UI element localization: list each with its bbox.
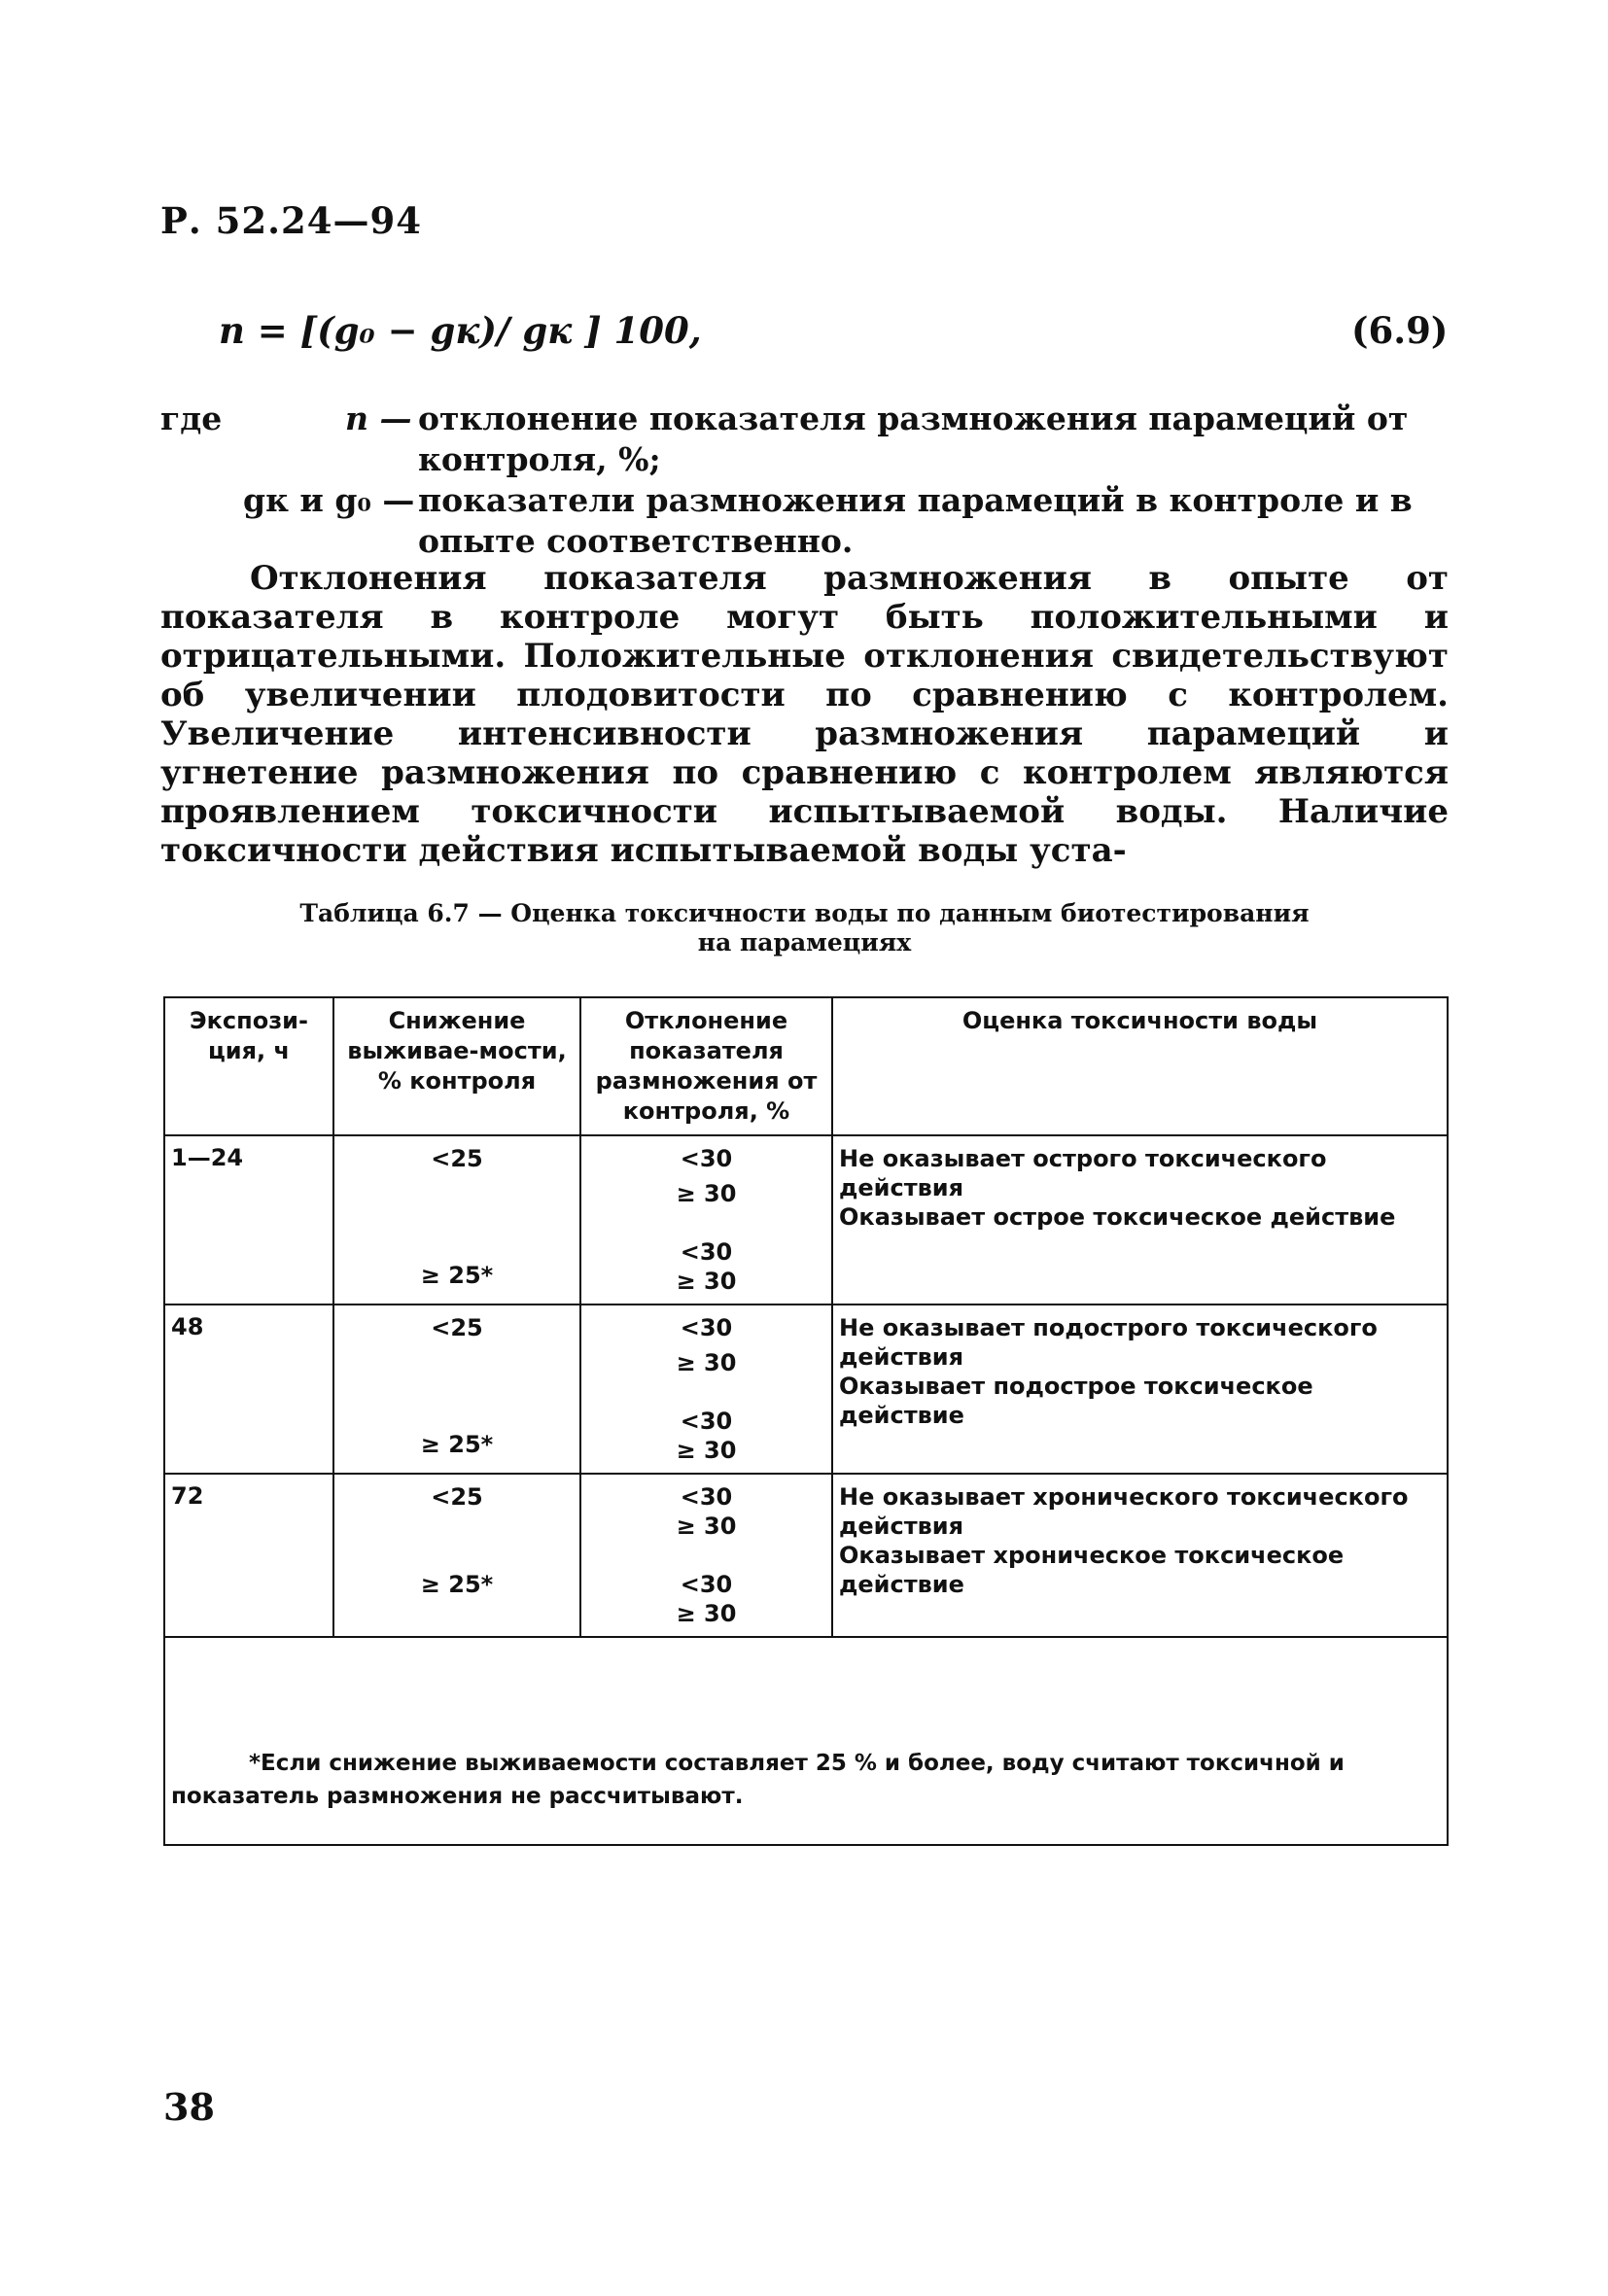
cell-deviation xyxy=(580,1135,832,1305)
table-row xyxy=(164,1135,1448,1305)
cell-assessment xyxy=(832,1474,1448,1637)
cell-deviation xyxy=(580,1305,832,1474)
deviation-value: ≥ 30 xyxy=(676,1349,737,1376)
header-exposure: Экспози-ция, ч xyxy=(164,997,333,1135)
header-survival: Снижение выживае-мости, % контроля xyxy=(333,997,580,1135)
deviation-value: ≥ 30 xyxy=(676,1600,737,1627)
deviation-value: <30 xyxy=(680,1571,733,1598)
deviation-value: <30 xyxy=(680,1145,733,1172)
survival-value: ≥ 25* xyxy=(420,1431,494,1458)
toxicity-table xyxy=(163,996,1449,1846)
page-number: 38 xyxy=(163,2085,215,2129)
header-assessment: Оценка токсичности воды xyxy=(832,997,1448,1135)
survival-value: <25 xyxy=(431,1314,483,1341)
deviation-value: ≥ 30 xyxy=(676,1268,737,1295)
footnote-row xyxy=(164,1637,1448,1845)
cell-survival xyxy=(333,1135,580,1305)
cell-assessment xyxy=(832,1305,1448,1474)
table-header-row xyxy=(164,997,1448,1135)
definition-text: показатели размножения парамеций в контроле и в опыте соответственно. xyxy=(418,481,1413,560)
table-caption-line: на парамециях xyxy=(697,928,912,957)
definition-text: отклонение показателя размножения парамеций от контроля, %; xyxy=(418,400,1409,478)
cell-exposure: 72 xyxy=(164,1474,333,1637)
assessment-text: Не оказывает острого токсического действия xyxy=(839,1145,1327,1201)
assessment-text: Оказывает острое токсическое действие xyxy=(839,1203,1396,1231)
table-caption xyxy=(160,899,1449,957)
cell-deviation xyxy=(580,1474,832,1637)
cell-exposure: 1—24 xyxy=(164,1135,333,1305)
assessment-text: Оказывает хроническое токсическое действие xyxy=(839,1542,1345,1598)
deviation-value: ≥ 30 xyxy=(676,1180,737,1207)
assessment-text: Не оказывает подострого токсического действия xyxy=(839,1314,1378,1371)
deviation-value: <30 xyxy=(680,1238,733,1266)
table-footnote xyxy=(164,1637,1448,1845)
table-row xyxy=(164,1474,1448,1637)
table-row xyxy=(164,1305,1448,1474)
survival-value: ≥ 25* xyxy=(420,1262,494,1289)
cell-exposure: 48 xyxy=(164,1305,333,1474)
cell-survival xyxy=(333,1474,580,1637)
header-deviation: Отклонение показателя размножения от контроля, % xyxy=(580,997,832,1135)
formula-number: (6.9) xyxy=(1351,309,1449,352)
definition-symbol: n — xyxy=(345,400,412,437)
deviation-value: <30 xyxy=(680,1314,733,1341)
deviation-value: <30 xyxy=(680,1408,733,1435)
cell-assessment xyxy=(832,1135,1448,1305)
cell-survival xyxy=(333,1305,580,1474)
definition-symbol: gк и g₀ — xyxy=(243,481,415,519)
footnote-text: *Если снижение выживаемости составляет 25 % и более, воду считают токсичной и показатель размножения не рассчитывают. xyxy=(171,1751,1345,1809)
formula: n = [(g₀ − gк)/ gк ] 100, xyxy=(219,309,702,352)
assessment-text: Оказывает подострое токсическое действие xyxy=(839,1373,1313,1429)
deviation-value: <30 xyxy=(680,1483,733,1511)
document-code: Р. 52.24—94 xyxy=(160,199,422,242)
table-caption-line: Таблица 6.7 — Оценка токсичности воды по данным биотестирования xyxy=(299,899,1310,927)
survival-value: <25 xyxy=(431,1145,483,1172)
survival-value: ≥ 25* xyxy=(420,1571,494,1598)
deviation-value: ≥ 30 xyxy=(676,1437,737,1464)
survival-value: <25 xyxy=(431,1483,483,1511)
where-label: где xyxy=(160,400,223,437)
assessment-text: Не оказывает хронического токсического действия xyxy=(839,1483,1409,1540)
body-paragraph: Отклонения показателя размножения в опыте от показателя в контроле могут быть положительными и отрицательными. Положительные отклонения свидетельствуют об увеличении плодовитости по сравнению с контролем. Увеличение интенсивности размножения парамеций и угнетение размножения по сравнению с контролем являются проявлением токсичности испытываемой воды. Наличие токсичности действия испытываемой воды уста- xyxy=(160,559,1449,870)
deviation-value: ≥ 30 xyxy=(676,1513,737,1540)
